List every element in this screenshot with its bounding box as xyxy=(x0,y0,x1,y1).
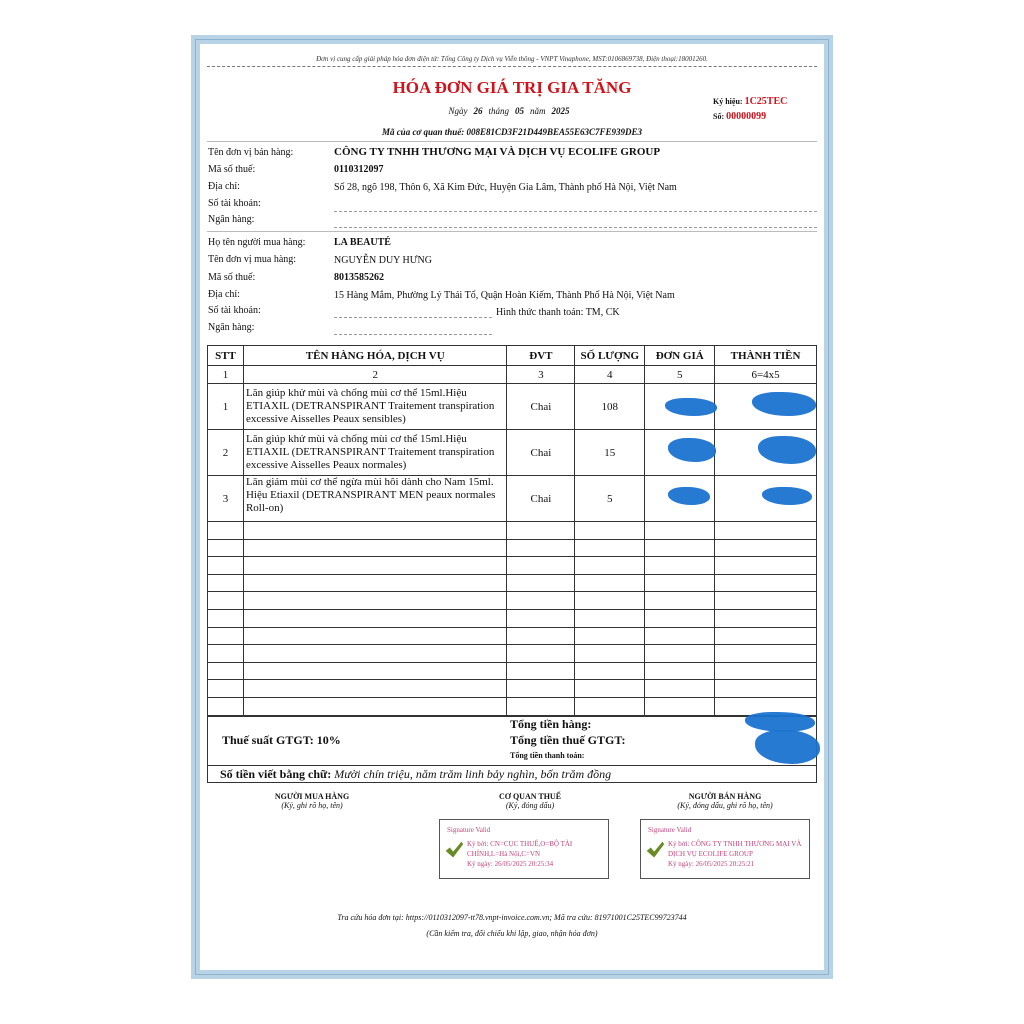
empty-cell xyxy=(208,609,244,627)
buyer-unit-label: Tên đơn vị mua hàng: xyxy=(208,254,297,265)
empty-cell xyxy=(715,592,817,610)
index-cell: 5 xyxy=(645,366,715,384)
name-cell: Lăn giúp khử mùi và chống mùi cơ thể 15ml.Hiệu ETIAXIL (DETRANSPIRANT Traitement transpiration excessive Aisselles Peaux sensibles) xyxy=(243,384,507,430)
empty-cell xyxy=(575,662,645,680)
empty-cell xyxy=(645,680,715,698)
empty-cell xyxy=(575,557,645,575)
empty-cell xyxy=(715,557,817,575)
empty-cell xyxy=(645,522,715,540)
table-row xyxy=(208,476,817,522)
empty-row xyxy=(208,627,817,645)
empty-row xyxy=(208,680,817,698)
empty-cell xyxy=(645,557,715,575)
empty-cell xyxy=(243,592,507,610)
empty-cell xyxy=(208,539,244,557)
empty-cell xyxy=(507,522,575,540)
empty-cell xyxy=(507,680,575,698)
seller-bank-label: Ngân hàng: xyxy=(208,214,255,225)
name-cell: Lăn giúp khử mùi và chống mùi cơ thể 15ml.Hiệu ETIAXIL (DETRANSPIRANT Traitement transpiration excessive Aisselles Peaux normales) xyxy=(243,430,507,476)
col-stt: STT xyxy=(208,346,244,366)
signer-text: Ký bởi: CN=CỤC THUẾ,O=BỘ TÀI CHÍNH,L=Hà Nội,C=VN xyxy=(467,840,573,858)
amount-in-words: Số tiền viết bằng chữ: Mười chín triệu, năm trăm linh bảy nghìn, bốn trăm đồng xyxy=(220,767,612,781)
tax-signature-box xyxy=(439,819,609,879)
index-row xyxy=(208,366,817,384)
check-note: (Cần kiểm tra, đối chiếu khi lập, giao, nhận hóa đơn) xyxy=(426,929,598,938)
buyer-account-label: Số tài khoản: xyxy=(208,305,261,316)
empty-row xyxy=(208,522,817,540)
invoice-date: Ngày 26 tháng 05 năm 2025 xyxy=(448,106,570,116)
empty-cell xyxy=(715,662,817,680)
buyer-unit: NGUYỄN DUY HƯNG xyxy=(334,255,432,266)
divider xyxy=(207,231,817,232)
serial-symbol: Ký hiệu: 1C25TEC xyxy=(713,96,788,107)
empty-cell xyxy=(715,522,817,540)
unit-cell: Chai xyxy=(507,430,575,476)
empty-cell xyxy=(243,557,507,575)
totals-box xyxy=(207,716,817,783)
empty-cell xyxy=(715,680,817,698)
stt-cell: 1 xyxy=(208,384,244,430)
empty-cell xyxy=(208,557,244,575)
empty-cell xyxy=(208,627,244,645)
divider xyxy=(334,227,817,228)
name-cell: Lăn giảm mùi cơ thể ngừa mùi hôi dành cho Nam 15ml. Hiệu Etiaxil (DETRANSPIRANT MEN peaux normales Roll-on) xyxy=(243,476,507,522)
empty-cell xyxy=(645,697,715,715)
seller-tax: 0110312097 xyxy=(334,164,384,175)
empty-row xyxy=(208,574,817,592)
index-cell: 1 xyxy=(208,366,244,384)
buyer-bank-label: Ngân hàng: xyxy=(208,322,255,333)
seller-name-label: Tên đơn vị bán hàng: xyxy=(208,147,294,158)
empty-cell xyxy=(575,680,645,698)
buyer-person: LA BEAUTÉ xyxy=(334,237,391,248)
empty-cell xyxy=(243,662,507,680)
empty-cell xyxy=(208,662,244,680)
empty-cell xyxy=(575,645,645,663)
empty-cell xyxy=(575,574,645,592)
index-cell: 3 xyxy=(507,366,575,384)
qty-cell: 15 xyxy=(575,430,645,476)
empty-cell xyxy=(208,680,244,698)
empty-cell xyxy=(243,609,507,627)
unit-cell: Chai xyxy=(507,476,575,522)
empty-cell xyxy=(645,539,715,557)
lookup-info: Tra cứu hóa đơn tại: https://0110312097-tt78.vnpt-invoice.com.vn; Mã tra cứu: 81971001C25TEC99723744 xyxy=(337,913,687,922)
empty-row xyxy=(208,662,817,680)
col-amount: THÀNH TIỀN xyxy=(715,346,817,366)
empty-row xyxy=(208,557,817,575)
empty-cell xyxy=(208,522,244,540)
empty-cell xyxy=(243,522,507,540)
empty-cell xyxy=(507,539,575,557)
empty-cell xyxy=(575,609,645,627)
empty-cell xyxy=(645,645,715,663)
empty-cell xyxy=(507,574,575,592)
seller-address-label: Địa chỉ: xyxy=(208,181,240,192)
buyer-address: 15 Hàng Mắm, Phường Lý Thái Tổ, Quận Hoàn Kiếm, Thành Phố Hà Nội, Việt Nam xyxy=(334,290,675,301)
provider-line: Đơn vị cung cấp giải pháp hóa đơn điện tử: Tổng Công ty Dịch vụ Viễn thông - VNPT Vinaphone, MST:0106869738, Điện thoại:18001260. xyxy=(316,55,708,63)
header-row xyxy=(208,346,817,366)
divider xyxy=(207,141,817,142)
divider xyxy=(334,334,492,335)
empty-cell xyxy=(507,609,575,627)
empty-cell xyxy=(208,592,244,610)
empty-cell xyxy=(507,645,575,663)
buyer-person-label: Họ tên người mua hàng: xyxy=(208,237,306,248)
index-cell: 4 xyxy=(575,366,645,384)
empty-row xyxy=(208,697,817,715)
seller-signature-header: NGƯỜI BÁN HÀNG (Ký, đóng dấu, ghi rõ họ, tên) xyxy=(677,792,773,810)
empty-cell xyxy=(507,662,575,680)
empty-cell xyxy=(645,574,715,592)
col-price: ĐƠN GIÁ xyxy=(645,346,715,366)
empty-cell xyxy=(507,697,575,715)
empty-cell xyxy=(575,592,645,610)
tax-authority-code: Mã của cơ quan thuế: 008E81CD3F21D449BEA55E63C7FE939DE3 xyxy=(381,127,643,137)
empty-cell xyxy=(715,627,817,645)
empty-cell xyxy=(575,539,645,557)
checkmark-icon xyxy=(444,840,464,860)
empty-cell xyxy=(715,609,817,627)
seller-name: CÔNG TY TNHH THƯƠNG MẠI VÀ DỊCH VỤ ECOLIFE GROUP xyxy=(334,146,661,158)
invoice-title: HÓA ĐƠN GIÁ TRỊ GIA TĂNG xyxy=(392,78,632,97)
checkmark-icon xyxy=(645,840,665,860)
total-vat-label: Tổng tiền thuế GTGT: xyxy=(510,733,626,747)
unit-cell: Chai xyxy=(507,384,575,430)
table-row xyxy=(208,430,817,476)
seller-tax-label: Mã số thuế: xyxy=(208,164,256,175)
empty-cell xyxy=(645,592,715,610)
empty-cell xyxy=(208,697,244,715)
divider xyxy=(334,211,817,212)
empty-row xyxy=(208,609,817,627)
empty-cell xyxy=(243,627,507,645)
buyer-tax-label: Mã số thuế: xyxy=(208,272,256,283)
empty-cell xyxy=(645,609,715,627)
col-name: TÊN HÀNG HÓA, DỊCH VỤ xyxy=(243,346,507,366)
items-table xyxy=(207,345,817,716)
empty-cell xyxy=(243,697,507,715)
qty-cell: 108 xyxy=(575,384,645,430)
invoice-number: Số: 00000099 xyxy=(713,111,767,122)
total-payment-label: Tổng tiền thanh toán: xyxy=(510,751,585,760)
empty-cell xyxy=(715,645,817,663)
qty-cell: 5 xyxy=(575,476,645,522)
signature-valid-label: Signature Valid xyxy=(648,826,692,834)
empty-row xyxy=(208,539,817,557)
signer-text: Ký bởi: CÔNG TY TNHH THƯƠNG MẠI VÀ DỊCH VỤ ECOLIFE GROUP xyxy=(668,840,802,858)
empty-cell xyxy=(243,680,507,698)
empty-cell xyxy=(243,645,507,663)
signing-date: Ký ngày: 26/05/2025 20:25:34 xyxy=(467,860,554,868)
col-qty: SỐ LƯỢNG xyxy=(575,346,645,366)
divider xyxy=(334,317,492,318)
index-cell: 2 xyxy=(243,366,507,384)
empty-cell xyxy=(715,539,817,557)
col-unit: ĐVT xyxy=(507,346,575,366)
empty-cell xyxy=(507,557,575,575)
empty-cell xyxy=(575,627,645,645)
empty-cell xyxy=(575,522,645,540)
empty-cell xyxy=(507,627,575,645)
empty-cell xyxy=(645,662,715,680)
vat-rate: Thuế suất GTGT: 10% xyxy=(222,733,341,747)
empty-cell xyxy=(575,697,645,715)
divider xyxy=(207,66,817,67)
signature-valid-label: Signature Valid xyxy=(447,826,491,834)
empty-cell xyxy=(243,539,507,557)
signing-date: Ký ngày: 26/05/2025 20:25:21 xyxy=(668,860,755,868)
empty-cell xyxy=(715,574,817,592)
buyer-signature-header: NGƯỜI MUA HÀNG (Ký, ghi rõ họ, tên) xyxy=(274,792,350,810)
total-goods-label: Tổng tiền hàng: xyxy=(510,717,592,731)
empty-row xyxy=(208,592,817,610)
seller-address: Số 28, ngõ 198, Thôn 6, Xã Kim Đức, Huyện Gia Lâm, Thành phố Hà Nội, Việt Nam xyxy=(334,182,677,193)
payment-method: Hình thức thanh toán: TM, CK xyxy=(496,307,620,318)
stt-cell: 2 xyxy=(208,430,244,476)
empty-cell xyxy=(243,574,507,592)
index-cell: 6=4x5 xyxy=(715,366,817,384)
seller-signature-box xyxy=(640,819,810,879)
empty-cell xyxy=(507,592,575,610)
empty-row xyxy=(208,645,817,663)
table-row xyxy=(208,384,817,430)
stt-cell: 3 xyxy=(208,476,244,522)
empty-cell xyxy=(208,645,244,663)
buyer-tax: 8013585262 xyxy=(334,272,384,283)
buyer-address-label: Địa chỉ: xyxy=(208,289,240,300)
tax-signature-header: CƠ QUAN THUẾ (Ký, đóng dấu) xyxy=(498,792,562,810)
empty-cell xyxy=(645,627,715,645)
empty-cell xyxy=(208,574,244,592)
seller-account-label: Số tài khoản: xyxy=(208,198,261,209)
